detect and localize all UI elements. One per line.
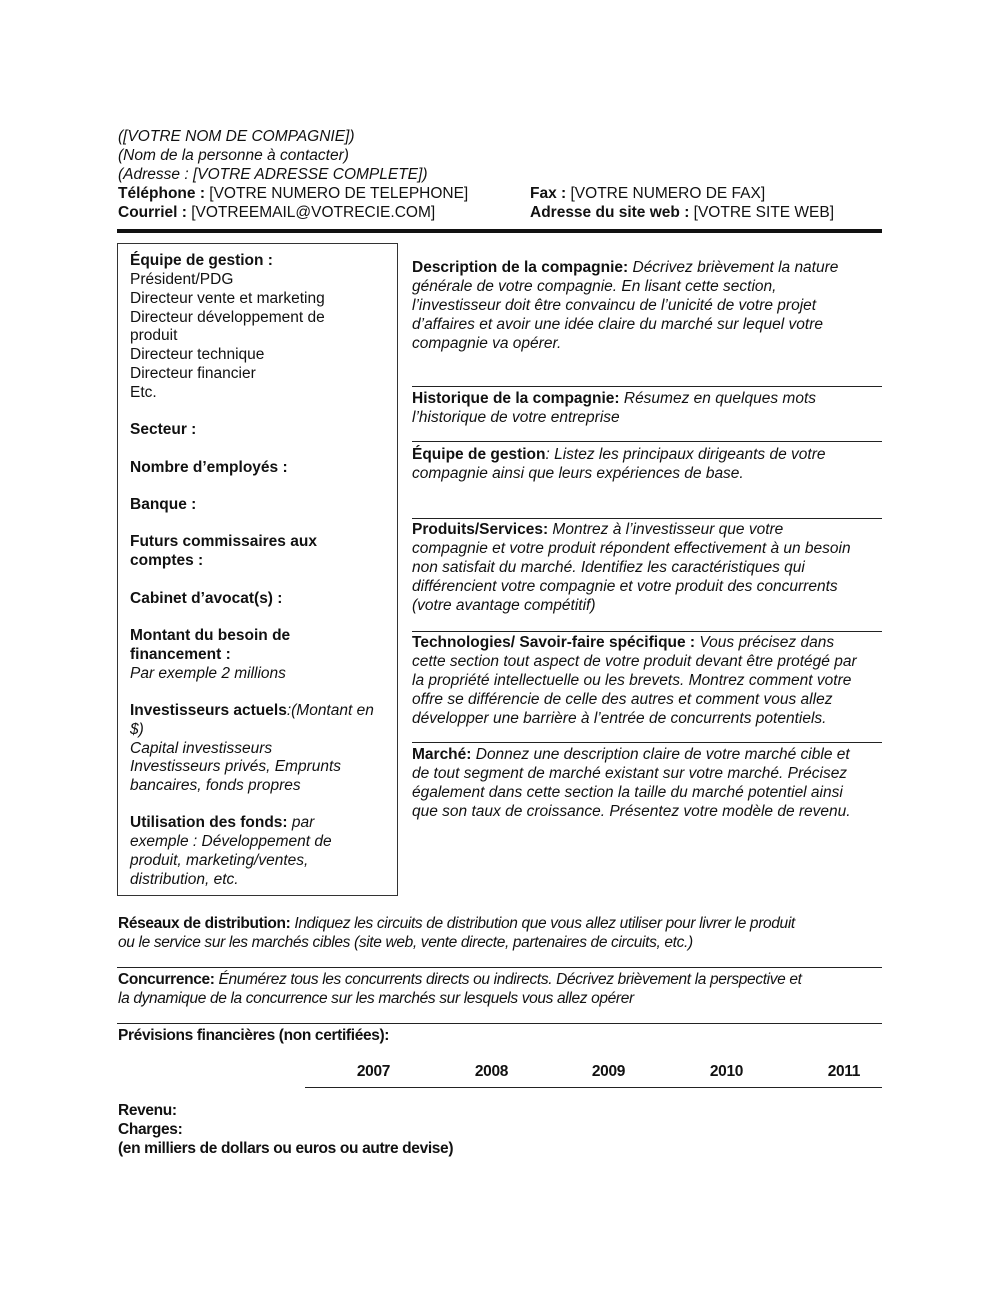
section-text: Indiquez les circuits de distribution que vous allez utiliser pour livrer le produit <box>290 915 795 932</box>
fax-line <box>530 184 765 203</box>
section-text: Décrivez brièvement la nature <box>628 259 839 276</box>
company-name: ([VOTRE NOM DE COMPAGNIE]) <box>118 128 355 145</box>
section-management <box>412 445 884 483</box>
section-text: différencient votre compagnie et votre produit des concurrents <box>412 578 838 595</box>
section-text: que son taux de croissance. Présentez votre modèle de revenu. <box>412 803 851 820</box>
section-text: compagnie va opérer. <box>412 335 562 352</box>
header-divider <box>117 229 882 233</box>
lawyers-label: Cabinet d’avocat(s) : <box>130 590 283 607</box>
section-label: Concurrence: <box>118 971 215 988</box>
section-divider <box>412 631 882 632</box>
section-text: Énumérez tous les concurrents directs ou indirects. Décrivez brièvement la perspective et <box>214 971 802 988</box>
investors-label: Investisseurs actuels <box>130 702 287 719</box>
management-item: Directeur vente et marketing <box>130 290 325 307</box>
section-text: d’affaires et avoir une idée claire du marché sur lequel votre <box>412 316 823 333</box>
financials-title: Prévisions financières (non certifiées): <box>118 1027 390 1044</box>
funding-label-cont: financement : <box>130 646 231 663</box>
section-text: Montrez à l’investisseur que votre <box>548 521 784 538</box>
table-header-rule <box>305 1087 882 1088</box>
section-divider <box>117 967 882 968</box>
section-text: : Listez les principaux dirigeants de votre <box>545 446 826 463</box>
funding-label: Montant du besoin de <box>130 627 291 644</box>
section-divider <box>412 386 882 387</box>
management-item: Directeur financier <box>130 365 256 382</box>
section-technology <box>412 633 884 728</box>
management-item: Etc. <box>130 384 157 401</box>
section-label: Réseaux de distribution: <box>118 915 291 932</box>
use-of-funds-label: Utilisation des fonds: <box>130 814 288 831</box>
section-text: également dans cette section la taille du marché potentiel ainsi <box>412 784 843 801</box>
use-of-funds-line <box>130 813 314 832</box>
section-text: Vous précisez dans <box>695 634 835 651</box>
management-item: produit <box>130 327 178 344</box>
year-header: 2011 <box>827 1063 860 1080</box>
investors-item: Investisseurs privés, Emprunts <box>130 758 342 775</box>
auditors-label: Futurs commissaires aux <box>130 533 317 550</box>
section-label: Description de la compagnie: <box>412 259 629 276</box>
section-text: développer une barrière à l’entrée de concurrents potentiels. <box>412 710 827 727</box>
phone-label: Téléphone : <box>118 185 205 202</box>
year-header: 2010 <box>709 1063 743 1080</box>
management-item: Président/PDG <box>130 271 234 288</box>
year-header: 2008 <box>474 1063 508 1080</box>
sector-label: Secteur : <box>130 421 197 438</box>
section-text: l’historique de votre entreprise <box>412 409 620 426</box>
investors-item: Capital investisseurs <box>130 740 273 757</box>
year-header: 2009 <box>591 1063 625 1080</box>
section-description <box>412 258 884 353</box>
investors-hint: :(Montant en <box>286 702 374 719</box>
management-item: Directeur technique <box>130 346 265 363</box>
section-label: Technologies/ Savoir-faire spécifique : <box>412 634 696 651</box>
section-products <box>412 520 884 615</box>
section-text: ou le service sur les marchés cibles (site web, vente directe, partenaires de circuits, etc.) <box>118 934 693 951</box>
section-text: (votre avantage compétitif) <box>412 597 596 614</box>
investors-line <box>130 701 374 720</box>
section-label: Historique de la compagnie: <box>412 390 620 407</box>
phone-value: [VOTRE NUMERO DE TELEPHONE] <box>204 185 469 202</box>
section-text: générale de votre compagnie. En lisant cette section, <box>412 278 777 295</box>
employees-label: Nombre d’employés : <box>130 459 288 476</box>
section-divider <box>412 742 882 743</box>
section-market <box>412 745 884 821</box>
section-text: la dynamique de la concurrence sur les marchés sur lesquels vous allez opérer <box>118 990 634 1007</box>
website-value: [VOTRE SITE WEB] <box>689 204 835 221</box>
use-of-funds-text: par <box>287 814 315 831</box>
investors-item: bancaires, fonds propres <box>130 777 301 794</box>
management-title: Équipe de gestion : <box>130 252 273 269</box>
section-divider <box>412 518 882 519</box>
bank-label: Banque : <box>130 496 197 513</box>
section-text: offre se différencie de celle des autres et comment vous allez <box>412 691 833 708</box>
fax-value: [VOTRE NUMERO DE FAX] <box>566 185 766 202</box>
section-text: non satisfait du marché. Identifiez les caractéristiques qui <box>412 559 805 576</box>
section-text: de tout segment de marché existant sur votre marché. Précisez <box>412 765 848 782</box>
auditors-label-cont: comptes : <box>130 552 204 569</box>
section-label: Produits/Services: <box>412 521 549 538</box>
email-line <box>118 203 435 222</box>
section-divider <box>117 1023 882 1024</box>
funding-example: Par exemple 2 millions <box>130 665 286 682</box>
fax-label: Fax : <box>530 185 567 202</box>
use-of-funds-text: exemple : Développement de <box>130 833 332 850</box>
contact-person: (Nom de la personne à contacter) <box>118 147 349 164</box>
phone-line <box>118 184 468 203</box>
year-header: 2007 <box>356 1063 390 1080</box>
investors-hint-cont: $) <box>130 721 144 738</box>
section-competition <box>118 970 802 1008</box>
website-label: Adresse du site web : <box>530 204 690 221</box>
use-of-funds-text: produit, marketing/ventes, <box>130 852 309 869</box>
section-label: Équipe de gestion <box>412 446 546 463</box>
section-text: compagnie ainsi que leurs expériences de base. <box>412 465 744 482</box>
company-address: (Adresse : [VOTRE ADRESSE COMPLETE]) <box>118 166 428 183</box>
section-text: l’investisseur doit être convaincu de l’unicité de votre projet <box>412 297 817 314</box>
management-item: Directeur développement de <box>130 309 325 326</box>
row-label-revenue: Revenu: <box>118 1102 177 1119</box>
section-text: Donnez une description claire de votre marché cible et <box>471 746 850 763</box>
row-label-charges: Charges: <box>118 1121 183 1138</box>
section-text: cette section tout aspect de votre produit devant être protégé par <box>412 653 857 670</box>
email-value: [VOTREEMAIL@VOTRECIE.COM] <box>186 204 436 221</box>
section-text: la propriété intellectuelle ou les brevets. Montrez comment votre <box>412 672 852 689</box>
currency-note: (en milliers de dollars ou euros ou autre devise) <box>118 1140 454 1157</box>
section-divider <box>412 441 882 442</box>
section-distribution <box>118 914 795 952</box>
use-of-funds-text: distribution, etc. <box>130 871 239 888</box>
email-label: Courriel : <box>118 204 187 221</box>
section-label: Marché: <box>412 746 472 763</box>
section-text: Résumez en quelques mots <box>619 390 816 407</box>
section-history <box>412 389 884 427</box>
section-text: compagnie et votre produit répondent effectivement à un besoin <box>412 540 851 557</box>
website-line <box>530 203 834 222</box>
